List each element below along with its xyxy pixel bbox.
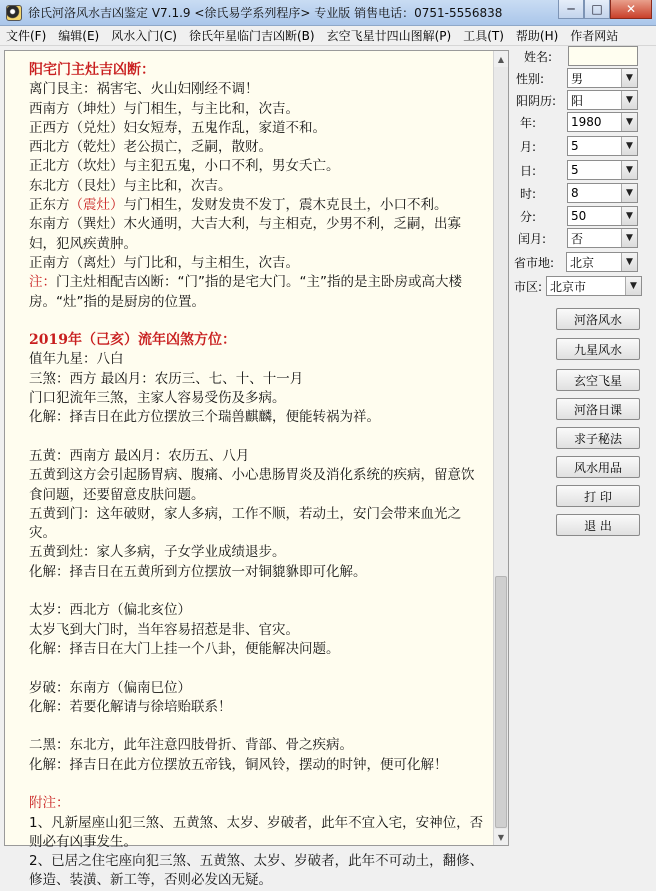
chevron-down-icon[interactable]: ▼ [621,207,637,225]
year-select[interactable] [567,112,638,132]
calendar-value: 阳 [571,93,584,108]
chevron-down-icon[interactable]: ▼ [621,229,637,247]
text-line: 化解：若要化解请与徐培贻联系！ [29,698,232,715]
app-icon [6,5,22,21]
calendar-label: 阳阴历: [516,93,557,108]
spacer [29,312,485,331]
year-value: 1980 [571,115,602,129]
text-line: 西北方（乾灶）老公损亡，乏嗣，散财。 [29,139,272,156]
minute-label: 分: [520,209,537,224]
text-line: 2、已居之住宅座向犯三煞、五黄煞、太岁、岁破者，此年不可动土，翻修、修造、装潢、新工等，否则必发凶无疑。 [29,853,484,889]
text-line: 正西方（兑灶）妇女短寿，五鬼作乱，家道不和。 [29,119,326,136]
text-line: 三煞：西方 最凶月：农历三、七、十、十一月 [29,370,304,387]
text-line-zhen [29,196,485,215]
leap-row [518,228,546,248]
gender-value: 男 [571,71,584,86]
minimize-button[interactable]: ─ [558,0,584,19]
gender-row [516,68,544,88]
heluo-fengshui-button[interactable]: 河洛风水 [556,308,640,330]
hour-value: 8 [571,186,579,200]
text-line: 化解：择吉日在五黄所到方位摆放一对铜貔貅即可化解。 [29,563,367,580]
city-row [514,276,542,296]
menu-edit[interactable]: 编辑(E) [58,29,100,43]
text-line: 正北方（坎灶）与主犯五鬼，小口不利，男女夭亡。 [29,158,340,175]
spacer [29,582,485,601]
vertical-scrollbar[interactable] [493,51,508,845]
scrollbar-thumb[interactable] [495,576,507,828]
exit-button[interactable]: 退 出 [556,514,640,536]
year-label: 年: [520,115,537,130]
fengshui-goods-button[interactable]: 风水用品 [556,456,640,478]
name-row [524,46,552,66]
name-input[interactable] [568,46,638,66]
text-fragment: 正东方 [29,197,70,214]
text-line: 太岁飞到大门时，当年容易招惹是非、官灾。 [29,621,299,638]
hour-select[interactable] [567,183,638,203]
province-label: 省市地: [514,255,555,270]
note-label: 注： [29,274,56,291]
title-bar [0,0,656,26]
chevron-down-icon[interactable]: ▼ [621,91,637,109]
menu-bar [0,26,656,46]
hour-row [520,183,536,203]
menu-fengshui-intro[interactable]: 风水入门(C) [111,29,177,43]
text-line: 正南方（离灶）与门比和，与主相生，次吉。 [29,254,299,271]
menu-year-star[interactable]: 徐氏年星临门吉凶断(B) [188,29,315,43]
chevron-down-icon[interactable]: ▼ [621,113,637,131]
menu-flying-star[interactable]: 玄空飞星廿四山图解(P) [326,29,452,43]
section-heading-gate: 阳宅门主灶吉凶断： [29,62,155,78]
text-line: 化解：择吉日在此方位摆放三个瑞兽麒麟，便能转祸为祥。 [29,409,380,426]
text-line: 1、凡新屋座山犯三煞、五黄煞、太岁、岁破者，此年不宜入宅，安神位，否则必有凶事发生。 [29,814,484,850]
highlight-text: （震灶） [69,197,124,214]
gender-select[interactable] [567,68,638,88]
city-value: 北京市 [550,279,587,294]
day-value: 5 [571,163,579,177]
day-select[interactable] [567,160,638,180]
window-title: 徐氏河洛风水吉凶鉴定 V7.1.9 <徐氏易学系列程序> 专业版 销售电话：0751-5556838 [28,6,503,20]
hour-label: 时: [520,186,537,201]
text-line: 五黄到灶：家人多病，子女学业成绩退步。 [29,544,286,561]
province-select[interactable] [566,252,638,272]
name-label: 姓名: [524,49,553,64]
calendar-row [516,90,556,110]
nine-star-fengshui-button[interactable]: 九星风水 [556,338,640,360]
text-line: 化解：择吉日在大门上挂一个八卦，便能解决问题。 [29,640,340,657]
section-heading-annual: 2019年（己亥）流年凶煞方位： [29,332,236,349]
minute-select[interactable] [567,206,638,226]
minute-row [520,206,536,226]
text-line: 五黄到这方会引起肠胃病、腹痛、小心患肠胃炎及消化系统的疾病，留意饮食问题，还要留意皮肤问题。 [29,467,475,503]
menu-author-site[interactable]: 作者网站 [570,29,619,43]
leap-label: 闰月: [518,231,547,246]
close-button[interactable]: ✕ [610,0,652,19]
window-controls [558,0,652,20]
text-line: 东北方（艮灶）与主比和，次吉。 [29,177,232,194]
spacer [29,659,485,678]
maximize-button[interactable]: □ [584,0,610,19]
menu-tools[interactable]: 工具(T) [463,29,504,43]
text-line: 五黄到门：这年破财，家人多病，工作不顺，若动土，安门会带来血光之灾。 [29,505,461,542]
text-line: 西南方（坤灶）与门相生，与主比和，次吉。 [29,100,299,117]
leap-select[interactable] [567,228,638,248]
note-line [29,273,485,312]
heluo-day-lesson-button[interactable]: 河洛日课 [556,398,640,420]
leap-value: 否 [571,231,584,246]
spacer [29,775,485,794]
text-line: 离门艮主：祸害宅、火山妇刚经不调！ [29,81,259,98]
appendix-heading: 附注： [29,795,70,812]
text-fragment: 与门相生，发财发贵不发丁，震木克艮土，小口不利。 [123,197,448,214]
province-row [514,252,554,272]
note-text: 门主灶相配吉凶断：“门”指的是宅大门。“主”指的是主卧房或高大楼房。“灶”指的是厨房的位置。 [29,274,462,310]
chevron-down-icon[interactable]: ▼ [621,253,637,271]
minute-value: 50 [571,209,587,223]
text-line: 值年九星：八白 [29,351,124,368]
text-line: 二黑：东北方，此年注意四肢骨折、背部、骨之疾病。 [29,737,353,754]
menu-file[interactable]: 文件(F) [6,29,47,43]
text-line: 岁破：东南方（偏南巳位） [29,679,191,696]
scroll-down-arrow-icon[interactable]: ▼ [494,829,508,845]
day-label: 日: [520,163,537,178]
chevron-down-icon[interactable]: ▼ [625,277,641,295]
day-row [520,160,536,180]
year-row [520,112,536,132]
province-value: 北京 [570,255,595,270]
chevron-down-icon[interactable]: ▼ [621,69,637,87]
month-select[interactable] [567,136,638,156]
chevron-down-icon[interactable]: ▼ [621,137,637,155]
result-text [5,51,495,889]
menu-help[interactable]: 帮助(H) [515,29,559,43]
chevron-down-icon[interactable]: ▼ [621,184,637,202]
text-line: 东南方（巽灶）木火通明，大吉大利，与主相克，少男不利，乏嗣，出寡妇，犯风疾黄肿。 [29,216,461,252]
text-line: 化解：择吉日在此方位摆放五帝钱，铜风铃，摆动的时钟，便可化解！ [29,756,448,773]
print-button[interactable]: 打 印 [556,485,640,507]
city-select[interactable] [546,276,642,296]
city-label: 市区: [514,279,543,294]
xuankong-flying-star-button[interactable]: 玄空飞星 [556,369,640,391]
result-text-panel[interactable] [4,50,509,889]
input-panel [512,44,656,850]
text-line: 太岁：西北方（偏北亥位） [29,602,191,619]
month-label: 月: [520,139,537,154]
month-value: 5 [571,139,579,153]
text-line: 门口犯流年三煞，主家人容易受伤及多病。 [29,390,286,407]
calendar-select[interactable] [567,90,638,110]
scroll-up-arrow-icon[interactable]: ▲ [494,51,508,67]
seek-child-button[interactable]: 求子秘法 [556,427,640,449]
spacer [29,717,485,736]
spacer [29,428,485,447]
chevron-down-icon[interactable]: ▼ [621,161,637,179]
month-row [520,136,536,156]
gender-label: 性别: [516,71,545,86]
text-line: 五黄：西南方 最凶月：农历五、八月 [29,447,250,464]
